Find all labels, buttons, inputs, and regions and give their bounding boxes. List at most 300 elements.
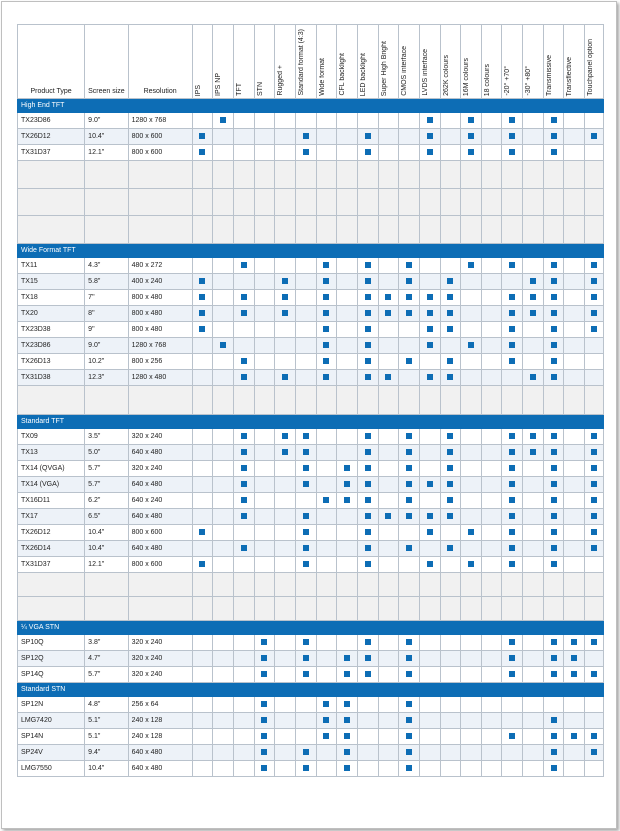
feature-cell (275, 289, 296, 305)
feature-cell (316, 460, 337, 476)
feature-cell (337, 129, 358, 145)
spacer-cell (192, 596, 213, 620)
feature-marker-icon (427, 117, 433, 123)
product-type-cell: TX23D86 (18, 113, 85, 129)
spacer-cell (316, 161, 337, 189)
feature-cell (523, 556, 544, 572)
feature-cell (461, 760, 482, 776)
feature-cell (523, 428, 544, 444)
section-spacer (18, 572, 604, 596)
spacer-cell (523, 216, 544, 244)
section-title: Wide Format TFT (18, 243, 604, 257)
feature-marker-icon (447, 465, 453, 471)
feature-marker-icon (427, 374, 433, 380)
feature-header-label: TFT (235, 83, 243, 96)
feature-marker-icon (365, 358, 371, 364)
feature-cell (378, 257, 399, 273)
feature-cell (254, 369, 275, 385)
spacer-cell (295, 188, 316, 216)
spacer-cell (275, 572, 296, 596)
feature-marker-icon (406, 358, 412, 364)
spacer-cell (481, 572, 502, 596)
spacer-cell (502, 161, 523, 189)
feature-marker-icon (551, 342, 557, 348)
feature-cell (523, 257, 544, 273)
feature-cell (316, 273, 337, 289)
spacer-cell (399, 188, 420, 216)
feature-header (295, 25, 316, 99)
section-header (18, 99, 604, 113)
feature-marker-icon (530, 278, 536, 284)
resolution-cell: 800 x 256 (128, 353, 192, 369)
feature-cell (585, 476, 604, 492)
feature-cell (440, 289, 461, 305)
feature-cell (543, 508, 564, 524)
feature-cell (192, 508, 213, 524)
feature-marker-icon (427, 133, 433, 139)
feature-cell (378, 556, 399, 572)
spacer-cell (440, 188, 461, 216)
feature-cell (502, 337, 523, 353)
feature-cell (399, 305, 420, 321)
feature-marker-icon (365, 513, 371, 519)
feature-cell (254, 113, 275, 129)
feature-marker-icon (199, 310, 205, 316)
feature-cell (378, 634, 399, 650)
feature-cell (316, 760, 337, 776)
feature-marker-icon (303, 561, 309, 567)
feature-marker-icon (551, 671, 557, 677)
feature-header-label: Touchpanel option (587, 39, 595, 96)
feature-cell (481, 337, 502, 353)
feature-cell (481, 696, 502, 712)
feature-cell (357, 712, 378, 728)
spacer-cell (254, 572, 275, 596)
feature-header (523, 25, 544, 99)
feature-cell (357, 492, 378, 508)
feature-cell (440, 428, 461, 444)
feature-cell (254, 492, 275, 508)
feature-cell (564, 113, 585, 129)
feature-cell (295, 476, 316, 492)
table-row (18, 508, 604, 524)
feature-cell (295, 369, 316, 385)
table-row (18, 145, 604, 161)
feature-cell (461, 666, 482, 682)
product-type-cell: TX14 (QVGA) (18, 460, 85, 476)
resolution-cell: 800 x 480 (128, 289, 192, 305)
feature-cell (316, 321, 337, 337)
screen-size-cell: 3.8" (85, 634, 128, 650)
feature-cell (461, 353, 482, 369)
feature-cell (254, 666, 275, 682)
table-row (18, 696, 604, 712)
feature-cell (233, 744, 254, 760)
section-title: Standard TFT (18, 414, 604, 428)
feature-cell (564, 337, 585, 353)
feature-cell (502, 492, 523, 508)
feature-cell (357, 369, 378, 385)
feature-cell (585, 492, 604, 508)
product-type-cell: TX26D12 (18, 129, 85, 145)
feature-cell (295, 696, 316, 712)
feature-cell (440, 760, 461, 776)
feature-cell (357, 428, 378, 444)
feature-marker-icon (551, 639, 557, 645)
feature-marker-icon (220, 117, 226, 123)
feature-cell (399, 145, 420, 161)
feature-cell (523, 321, 544, 337)
feature-marker-icon (323, 733, 329, 739)
feature-cell (275, 337, 296, 353)
feature-marker-icon (427, 481, 433, 487)
feature-cell (378, 540, 399, 556)
feature-marker-icon (591, 481, 597, 487)
resolution-cell: 1280 x 480 (128, 369, 192, 385)
feature-cell (213, 257, 234, 273)
section-header (18, 414, 604, 428)
feature-header (419, 25, 440, 99)
feature-marker-icon (447, 481, 453, 487)
feature-cell (543, 353, 564, 369)
feature-cell (233, 257, 254, 273)
feature-cell (543, 444, 564, 460)
feature-marker-icon (509, 433, 515, 439)
feature-cell (378, 460, 399, 476)
feature-header-label: LED backlight (359, 52, 367, 96)
feature-cell (481, 712, 502, 728)
feature-marker-icon (365, 671, 371, 677)
feature-cell (543, 289, 564, 305)
feature-cell (213, 666, 234, 682)
feature-cell (275, 460, 296, 476)
spacer-cell (128, 596, 192, 620)
feature-cell (543, 145, 564, 161)
resolution-cell: 800 x 600 (128, 145, 192, 161)
feature-header (233, 25, 254, 99)
feature-cell (233, 460, 254, 476)
section-title: ¼ VGA STN (18, 620, 604, 634)
feature-marker-icon (323, 701, 329, 707)
feature-cell (192, 666, 213, 682)
product-type-cell: TX11 (18, 257, 85, 273)
feature-cell (254, 476, 275, 492)
feature-cell (481, 650, 502, 666)
feature-cell (295, 492, 316, 508)
spacer-cell (585, 385, 604, 414)
spacer-cell (275, 161, 296, 189)
feature-cell (564, 492, 585, 508)
feature-cell (399, 369, 420, 385)
feature-cell (295, 556, 316, 572)
feature-cell (378, 492, 399, 508)
feature-cell (295, 634, 316, 650)
feature-marker-icon (427, 294, 433, 300)
feature-cell (461, 634, 482, 650)
feature-cell (585, 696, 604, 712)
spacer-cell (295, 572, 316, 596)
feature-cell (523, 492, 544, 508)
feature-cell (481, 556, 502, 572)
screen-size-cell: 9.4" (85, 744, 128, 760)
feature-marker-icon (261, 749, 267, 755)
spacer-cell (564, 188, 585, 216)
feature-cell (254, 540, 275, 556)
feature-cell (585, 353, 604, 369)
feature-cell (543, 728, 564, 744)
feature-cell (399, 337, 420, 353)
feature-cell (254, 321, 275, 337)
spacer-cell (254, 161, 275, 189)
feature-cell (233, 696, 254, 712)
spacer-cell (192, 216, 213, 244)
feature-cell (461, 712, 482, 728)
feature-cell (419, 321, 440, 337)
feature-header-label: IPS NP (215, 73, 223, 96)
screen-size-cell: 9.0" (85, 337, 128, 353)
spacer-cell (585, 596, 604, 620)
feature-marker-icon (385, 513, 391, 519)
feature-cell (192, 524, 213, 540)
feature-cell (357, 744, 378, 760)
spacer-cell (295, 596, 316, 620)
feature-cell (399, 760, 420, 776)
feature-cell (585, 428, 604, 444)
feature-cell (337, 508, 358, 524)
screen-size-cell: 8" (85, 305, 128, 321)
feature-marker-icon (241, 449, 247, 455)
feature-cell (585, 728, 604, 744)
feature-marker-icon (427, 513, 433, 519)
feature-marker-icon (199, 561, 205, 567)
feature-marker-icon (591, 733, 597, 739)
spacer-cell (275, 188, 296, 216)
feature-cell (254, 760, 275, 776)
feature-cell (378, 113, 399, 129)
feature-cell (461, 257, 482, 273)
feature-cell (461, 129, 482, 145)
feature-cell (295, 540, 316, 556)
feature-cell (378, 145, 399, 161)
feature-cell (378, 337, 399, 353)
feature-cell (481, 305, 502, 321)
spacer-cell (481, 161, 502, 189)
feature-cell (295, 460, 316, 476)
spacer-cell (275, 216, 296, 244)
feature-cell (481, 273, 502, 289)
feature-cell (192, 728, 213, 744)
feature-marker-icon (427, 529, 433, 535)
spacer-cell (481, 216, 502, 244)
spacer-cell (543, 572, 564, 596)
feature-cell (316, 712, 337, 728)
spacer-cell (461, 216, 482, 244)
feature-cell (295, 289, 316, 305)
feature-cell (213, 321, 234, 337)
feature-marker-icon (406, 294, 412, 300)
feature-cell (254, 337, 275, 353)
feature-marker-icon (323, 358, 329, 364)
feature-marker-icon (468, 117, 474, 123)
feature-marker-icon (447, 449, 453, 455)
feature-marker-icon (303, 513, 309, 519)
feature-marker-icon (282, 374, 288, 380)
feature-header-label: 16M colours (463, 57, 471, 96)
spacer-cell (440, 161, 461, 189)
feature-cell (378, 650, 399, 666)
feature-cell (275, 712, 296, 728)
feature-cell (275, 696, 296, 712)
spacer-cell (213, 216, 234, 244)
feature-cell (461, 113, 482, 129)
spacer-cell (192, 188, 213, 216)
feature-cell (213, 444, 234, 460)
feature-cell (440, 666, 461, 682)
feature-cell (254, 460, 275, 476)
screen-size-cell: 6.2" (85, 492, 128, 508)
spacer-cell (523, 188, 544, 216)
feature-cell (419, 634, 440, 650)
spacer-cell (502, 385, 523, 414)
spacer-cell (481, 188, 502, 216)
spacer-cell (440, 216, 461, 244)
spacer-cell (543, 596, 564, 620)
feature-marker-icon (551, 449, 557, 455)
spacer-cell (523, 596, 544, 620)
feature-marker-icon (303, 449, 309, 455)
feature-marker-icon (241, 433, 247, 439)
feature-cell (461, 696, 482, 712)
feature-marker-icon (447, 358, 453, 364)
feature-cell (564, 744, 585, 760)
feature-marker-icon (406, 717, 412, 723)
feature-marker-icon (303, 545, 309, 551)
feature-cell (378, 353, 399, 369)
feature-cell (233, 634, 254, 650)
lcd-selection-table (17, 24, 604, 777)
feature-cell (543, 273, 564, 289)
feature-marker-icon (509, 326, 515, 332)
resolution-cell: 240 x 128 (128, 728, 192, 744)
feature-marker-icon (571, 639, 577, 645)
feature-cell (440, 444, 461, 460)
feature-marker-icon (509, 671, 515, 677)
feature-cell (357, 113, 378, 129)
feature-cell (440, 145, 461, 161)
feature-cell (419, 369, 440, 385)
feature-marker-icon (365, 342, 371, 348)
feature-cell (275, 728, 296, 744)
feature-cell (523, 508, 544, 524)
feature-cell (213, 476, 234, 492)
table-row (18, 257, 604, 273)
feature-marker-icon (406, 433, 412, 439)
spacer-cell (419, 216, 440, 244)
feature-cell (440, 305, 461, 321)
feature-header (543, 25, 564, 99)
feature-marker-icon (591, 278, 597, 284)
feature-marker-icon (365, 561, 371, 567)
feature-marker-icon (551, 529, 557, 535)
spacer-cell (18, 188, 85, 216)
feature-cell (419, 728, 440, 744)
spacer-cell (378, 572, 399, 596)
feature-cell (543, 524, 564, 540)
feature-cell (440, 273, 461, 289)
feature-cell (502, 428, 523, 444)
feature-cell (419, 524, 440, 540)
spacer-cell (213, 572, 234, 596)
product-type-cell: TX31D38 (18, 369, 85, 385)
feature-header (275, 25, 296, 99)
feature-cell (543, 476, 564, 492)
feature-cell (502, 696, 523, 712)
feature-marker-icon (261, 733, 267, 739)
feature-cell (213, 460, 234, 476)
spacer-cell (85, 385, 128, 414)
feature-marker-icon (241, 262, 247, 268)
feature-cell (419, 460, 440, 476)
feature-marker-icon (509, 513, 515, 519)
feature-header-label: CMOS interface (401, 46, 409, 96)
feature-cell (481, 744, 502, 760)
feature-marker-icon (447, 374, 453, 380)
feature-cell (543, 696, 564, 712)
feature-cell (192, 369, 213, 385)
feature-cell (502, 145, 523, 161)
resolution-cell: 240 x 128 (128, 712, 192, 728)
feature-marker-icon (406, 639, 412, 645)
feature-marker-icon (323, 310, 329, 316)
feature-cell (254, 744, 275, 760)
screen-size-cell: 5.0" (85, 444, 128, 460)
feature-cell (502, 650, 523, 666)
product-type-cell: SP14N (18, 728, 85, 744)
feature-marker-icon (551, 545, 557, 551)
feature-cell (564, 524, 585, 540)
feature-cell (357, 728, 378, 744)
feature-cell (192, 760, 213, 776)
feature-cell (419, 337, 440, 353)
resolution-header: Resolution (128, 25, 192, 99)
feature-cell (564, 257, 585, 273)
feature-cell (585, 289, 604, 305)
resolution-cell: 800 x 600 (128, 556, 192, 572)
spacer-cell (233, 161, 254, 189)
feature-cell (357, 353, 378, 369)
feature-cell (192, 428, 213, 444)
feature-cell (295, 444, 316, 460)
screen-size-cell: 10.2" (85, 353, 128, 369)
feature-cell (337, 113, 358, 129)
section-header (18, 682, 604, 696)
feature-marker-icon (406, 655, 412, 661)
section-header (18, 620, 604, 634)
feature-cell (233, 428, 254, 444)
feature-header-label: IPS (194, 84, 202, 96)
feature-marker-icon (591, 671, 597, 677)
feature-cell (357, 305, 378, 321)
spacer-cell (192, 385, 213, 414)
feature-cell (585, 257, 604, 273)
spacer-cell (85, 188, 128, 216)
feature-cell (233, 492, 254, 508)
feature-marker-icon (365, 481, 371, 487)
feature-cell (564, 666, 585, 682)
feature-marker-icon (261, 639, 267, 645)
feature-cell (543, 712, 564, 728)
resolution-cell: 400 x 240 (128, 273, 192, 289)
